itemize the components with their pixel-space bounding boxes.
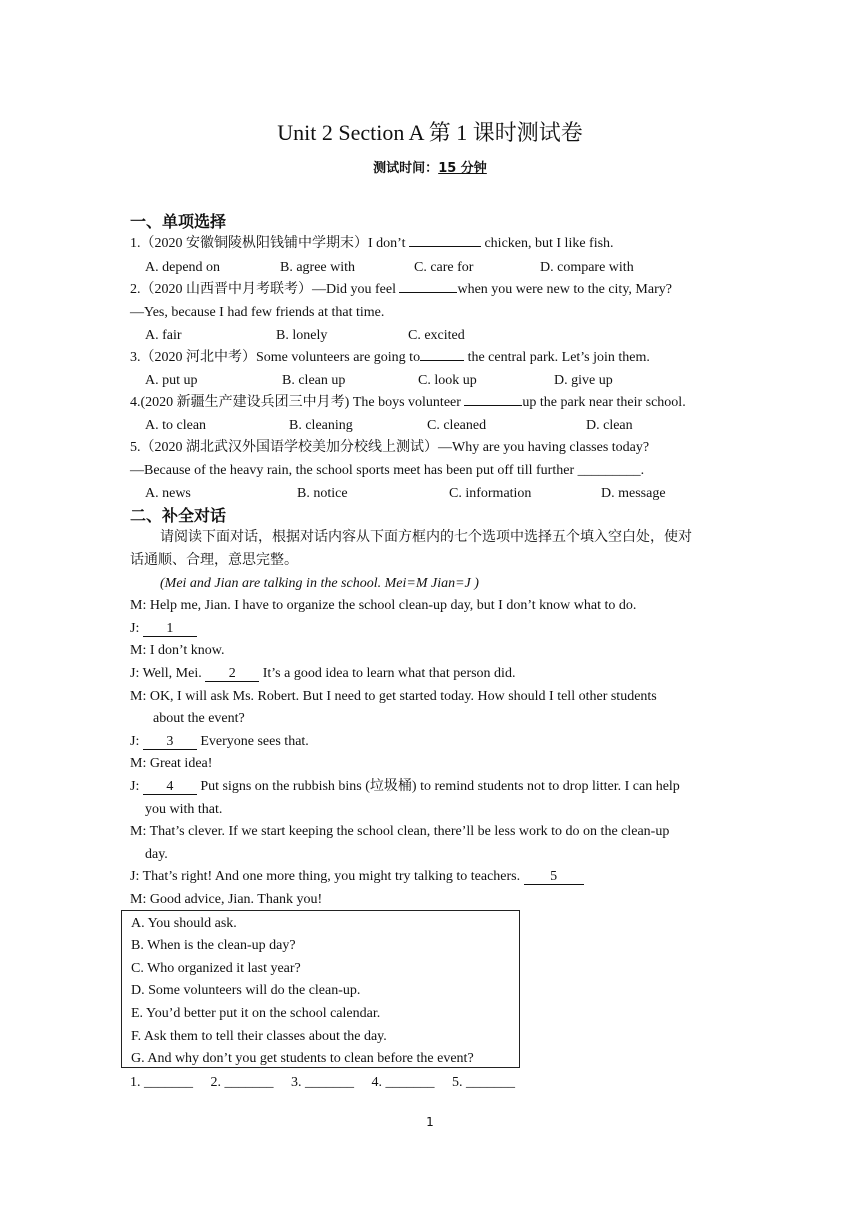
- answer-line: 1. _______ 2. _______ 3. _______ 4. _______ 5. _______: [130, 1075, 515, 1090]
- box-option: C. Who organized it last year?: [131, 961, 301, 976]
- question-5: 5.（2020 湖北武汉外国语学校美加分校线上测试）—Why are you having classes today?: [130, 440, 650, 455]
- box-option: E. You’d better put it on the school calendar.: [131, 1006, 381, 1021]
- option: B. agree with: [280, 260, 356, 275]
- option: B. notice: [297, 486, 348, 501]
- option: C. cleaned: [427, 418, 487, 433]
- test-duration: [0, 157, 860, 176]
- box-option: F. Ask them to tell their classes about the day.: [131, 1029, 387, 1044]
- option: B. lonely: [276, 328, 328, 343]
- blank-3: 3: [143, 735, 197, 750]
- blank: [409, 246, 481, 247]
- option: A. put up: [145, 373, 198, 388]
- option: D. message: [601, 486, 666, 501]
- dialogue-line-cont: about the event?: [153, 711, 245, 726]
- question-2-response: —Yes, because I had few friends at that time.: [130, 305, 385, 320]
- dialogue-line-cont: day.: [145, 847, 168, 862]
- option: C. information: [449, 486, 532, 501]
- option: C. excited: [408, 328, 465, 343]
- dialogue-line-cont: you with that.: [145, 802, 223, 817]
- question-1: 1.（2020 安徽铜陵枞阳钱铺中学期末）I don’t chicken, but I like fish.: [130, 236, 614, 251]
- instructions: 请阅读下面对话，根据对话内容从下面方框内的七个选项中选择五个填入空白处，使对: [160, 530, 692, 545]
- section-2-heading: 二、补全对话: [130, 506, 227, 525]
- box-option: D. Some volunteers will do the clean-up.: [131, 983, 361, 998]
- blank: [464, 405, 522, 406]
- question-4: 4.(2020 新疆生产建设兵团三中月考) The boys volunteer up the park near their school.: [130, 395, 686, 410]
- instructions-cont: 话通顺、合理，意思完整。: [130, 553, 298, 568]
- question-5-response: —Because of the heavy rain, the school sports meet has been put off till further _________.: [130, 463, 645, 478]
- dialogue-line: M: Help me, Jian. I have to organize the school clean-up day, but I don’t know what to do.: [130, 598, 637, 613]
- box-option: B. When is the clean-up day?: [131, 938, 296, 953]
- option: C. look up: [418, 373, 477, 388]
- box-option: G. And why don’t you get students to clean before the event?: [131, 1051, 474, 1066]
- blank: [420, 360, 464, 361]
- page-title: Unit 2 Section A 第 1 课时测试卷: [277, 120, 583, 145]
- dialogue-line: M: Good advice, Jian. Thank you!: [130, 892, 323, 907]
- test-duration-value: 15 分钟: [438, 161, 487, 176]
- dialogue-line: J: Well, Mei. 2 It’s a good idea to learn what that person did.: [130, 666, 516, 681]
- dialogue-line: J: 3 Everyone sees that.: [130, 734, 309, 749]
- section-1-heading: 一、单项选择: [130, 212, 227, 231]
- dialogue-line: M: Great idea!: [130, 756, 213, 771]
- dialogue-line: J: 1: [130, 620, 197, 638]
- option: D. give up: [554, 373, 613, 388]
- dialogue-line: M: OK, I will ask Ms. Robert. But I need to get started today. How should I tell other students: [130, 689, 657, 704]
- dialogue-line: J: That’s right! And one more thing, you might try talking to teachers. 5: [130, 868, 584, 886]
- option: B. clean up: [282, 373, 346, 388]
- dialogue-line: M: I don’t know.: [130, 643, 225, 658]
- options-box: [121, 910, 520, 1068]
- dialogue-line: J: 4 Put signs on the rubbish bins (垃圾桶) to remind students not to drop litter. I can help: [130, 779, 680, 794]
- option: A. to clean: [145, 418, 207, 433]
- question-2: 2.（2020 山西晋中月考联考）—Did you feel when you were new to the city, Mary?: [130, 282, 672, 297]
- dialogue-line: M: That’s clever. If we start keeping the school clean, there’ll be less work to do on the clean-up: [130, 824, 670, 839]
- test-duration-label: 测试时间：: [373, 161, 439, 176]
- box-option: A. You should ask.: [131, 916, 237, 931]
- option: B. cleaning: [289, 418, 353, 433]
- option: A. news: [145, 486, 191, 501]
- option: C. care for: [414, 260, 474, 275]
- dialogue-context: (Mei and Jian are talking in the school. Mei=M Jian=J ): [160, 576, 479, 591]
- question-3: 3.（2020 河北中考）Some volunteers are going to the central park. Let’s join them.: [130, 350, 650, 365]
- blank-5: 5: [524, 870, 584, 885]
- option: D. clean: [586, 418, 633, 433]
- option: D. compare with: [540, 260, 634, 275]
- blank-4: 4: [143, 780, 197, 795]
- blank-2: 2: [205, 667, 259, 682]
- option: A. depend on: [145, 260, 221, 275]
- blank-1: 1: [143, 622, 197, 637]
- option: A. fair: [145, 328, 182, 343]
- page-number: 1: [426, 1115, 434, 1129]
- blank: [399, 292, 457, 293]
